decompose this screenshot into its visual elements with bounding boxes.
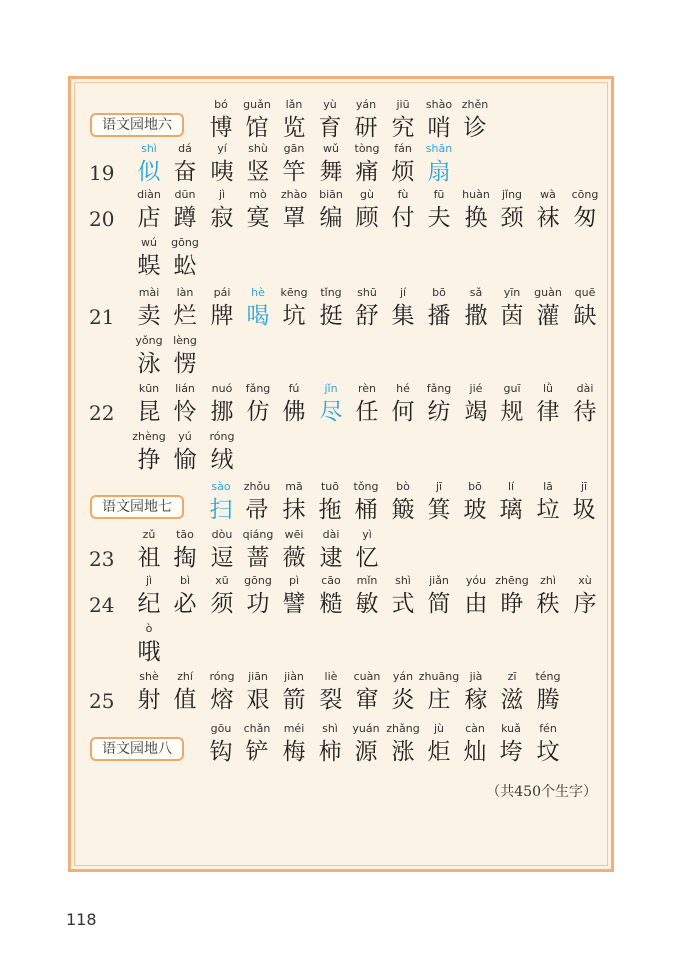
character-cell [167, 235, 203, 281]
pinyin: tǒng [353, 480, 379, 493]
hanzi: 研 [354, 115, 378, 141]
hanzi: 钩 [209, 739, 233, 765]
hanzi: 挺 [319, 303, 343, 329]
hanzi: 扇 [427, 159, 451, 185]
pinyin: yán [392, 670, 414, 683]
hanzi: 付 [391, 205, 415, 231]
pinyin: zhēng [495, 574, 529, 587]
hanzi: 舞 [319, 159, 343, 185]
pinyin: jì [145, 574, 153, 587]
pinyin: shè [139, 670, 159, 683]
hanzi: 颈 [500, 205, 524, 231]
hanzi: 舒 [355, 303, 379, 329]
pinyin: jǐn [324, 382, 338, 395]
pinyin: nuó [211, 382, 233, 395]
pinyin: tāo [176, 528, 194, 541]
pinyin: tuō [320, 480, 339, 493]
lesson-number: 21 [89, 305, 115, 329]
hanzi: 箕 [427, 497, 451, 523]
hanzi: 店 [137, 205, 161, 231]
hanzi: 竿 [282, 159, 306, 185]
hanzi: 仿 [246, 399, 270, 425]
pinyin: gōu [210, 722, 232, 735]
hanzi: 似 [137, 159, 161, 185]
pinyin: jiàn [284, 670, 304, 683]
hanzi: 哨 [427, 115, 451, 141]
pinyin: bò [396, 480, 410, 493]
hanzi: 顾 [355, 205, 379, 231]
pinyin: ò [145, 622, 153, 635]
pinyin: shì [395, 574, 411, 587]
hanzi: 待 [573, 399, 597, 425]
hanzi: 裂 [319, 687, 343, 713]
hanzi: 纪 [137, 591, 161, 617]
pinyin: yán [355, 98, 377, 111]
character-cell [530, 721, 566, 767]
hanzi: 灌 [536, 303, 560, 329]
hanzi: 蚣 [173, 253, 197, 279]
pinyin: cuàn [353, 670, 381, 683]
hanzi: 佛 [282, 399, 306, 425]
hanzi: 坟 [536, 739, 560, 765]
pinyin: huàn [462, 188, 490, 201]
pinyin: mài [138, 286, 160, 299]
pinyin: bì [179, 574, 191, 587]
pinyin: róng [209, 430, 235, 443]
hanzi: 罩 [282, 205, 306, 231]
hanzi: 灿 [463, 739, 487, 765]
pinyin: fú [288, 382, 300, 395]
hanzi: 掏 [173, 545, 197, 571]
pinyin: yóu [465, 574, 487, 587]
hanzi: 咦 [210, 159, 234, 185]
hanzi: 播 [427, 303, 451, 329]
hanzi: 竖 [246, 159, 270, 185]
hanzi: 挪 [210, 399, 234, 425]
pinyin: wǔ [323, 142, 339, 155]
lesson-number: 24 [89, 593, 115, 617]
pinyin: fū [433, 188, 445, 201]
pinyin: róng [209, 670, 235, 683]
hanzi: 窜 [355, 687, 379, 713]
hanzi: 逗 [210, 545, 234, 571]
pinyin: bō [468, 480, 482, 493]
pinyin: méi [283, 722, 305, 735]
lesson-number: 25 [89, 689, 115, 713]
hanzi: 袜 [536, 205, 560, 231]
pinyin: fén [539, 722, 557, 735]
pinyin: qiáng [242, 528, 274, 541]
hanzi: 究 [391, 115, 415, 141]
hanzi: 简 [427, 591, 451, 617]
hanzi: 必 [173, 591, 197, 617]
hanzi: 逮 [319, 545, 343, 571]
pinyin: guī [503, 382, 521, 395]
hanzi: 蜈 [137, 253, 161, 279]
character-cell [567, 381, 603, 427]
hanzi: 匆 [573, 205, 597, 231]
hanzi: 泳 [137, 351, 161, 377]
hanzi: 功 [246, 591, 270, 617]
pinyin: dūn [174, 188, 196, 201]
pinyin: biān [319, 188, 343, 201]
hanzi: 喝 [246, 303, 270, 329]
pinyin: jī [580, 480, 588, 493]
pinyin: shān [425, 142, 453, 155]
pinyin: dòu [211, 528, 233, 541]
pinyin: jī [435, 480, 443, 493]
hanzi: 尽 [319, 399, 343, 425]
section-badge: 语文园地七 [90, 495, 184, 519]
hanzi: 怜 [173, 399, 197, 425]
hanzi: 序 [573, 591, 597, 617]
hanzi: 竭 [464, 399, 488, 425]
hanzi: 夫 [427, 205, 451, 231]
hanzi: 源 [354, 739, 378, 765]
hanzi: 垃 [536, 497, 560, 523]
hanzi: 寂 [210, 205, 234, 231]
hanzi: 抹 [282, 497, 306, 523]
pinyin: guàn [534, 286, 562, 299]
hanzi: 由 [464, 591, 488, 617]
hanzi: 忆 [355, 545, 379, 571]
hanzi: 璃 [499, 497, 523, 523]
hanzi: 昆 [137, 399, 161, 425]
hanzi: 涨 [391, 739, 415, 765]
lesson-number: 22 [89, 401, 115, 425]
hanzi: 何 [391, 399, 415, 425]
pinyin: sào [211, 480, 231, 493]
hanzi: 育 [318, 115, 342, 141]
pinyin: yù [323, 98, 337, 111]
hanzi: 稼 [464, 687, 488, 713]
section-badge: 语文园地六 [90, 113, 184, 137]
page-number: 118 [66, 910, 97, 929]
pinyin: jié [469, 382, 483, 395]
pinyin: sǎ [469, 286, 483, 299]
hanzi: 痛 [355, 159, 379, 185]
pinyin: càn [465, 722, 485, 735]
pinyin: zhí [177, 670, 193, 683]
hanzi: 须 [210, 591, 234, 617]
hanzi: 圾 [572, 497, 596, 523]
hanzi: 桶 [354, 497, 378, 523]
hanzi: 奋 [173, 159, 197, 185]
pinyin: lǜ [542, 382, 554, 395]
pinyin: kūn [138, 382, 160, 395]
character-cell [131, 621, 167, 667]
hanzi: 帚 [245, 497, 269, 523]
hanzi: 卖 [137, 303, 161, 329]
pinyin: zhǒu [243, 480, 271, 493]
pinyin: shì [141, 142, 157, 155]
pinyin: yú [178, 430, 192, 443]
lesson-number: 19 [89, 161, 115, 185]
hanzi: 蹲 [173, 205, 197, 231]
hanzi: 箭 [282, 687, 306, 713]
pinyin: pì [288, 574, 300, 587]
hanzi: 茵 [500, 303, 524, 329]
pinyin: mò [249, 188, 267, 201]
hanzi: 览 [282, 115, 306, 141]
hanzi: 烦 [391, 159, 415, 185]
pinyin: bó [214, 98, 228, 111]
pinyin: guǎn [243, 98, 271, 111]
character-table-frame [68, 76, 614, 872]
pinyin: wēi [284, 528, 304, 541]
hanzi: 糙 [319, 591, 343, 617]
pinyin: gōng [244, 574, 272, 587]
pinyin: zhì [540, 574, 556, 587]
hanzi: 腾 [536, 687, 560, 713]
hanzi: 炎 [391, 687, 415, 713]
pinyin: hé [396, 382, 410, 395]
pinyin: hè [251, 286, 265, 299]
hanzi: 哦 [137, 639, 161, 665]
total-count: （共450个生字） [486, 784, 597, 800]
hanzi: 祖 [137, 545, 161, 571]
pinyin: yǒng [135, 334, 163, 347]
pinyin: dài [576, 382, 594, 395]
section-badge: 语文园地八 [90, 737, 184, 761]
pinyin: yí [217, 142, 227, 155]
pinyin: cōng [571, 188, 599, 201]
hanzi: 博 [209, 115, 233, 141]
pinyin: jiū [396, 98, 410, 111]
hanzi: 射 [137, 687, 161, 713]
hanzi: 愣 [173, 351, 197, 377]
pinyin: lián [175, 382, 195, 395]
hanzi: 秩 [536, 591, 560, 617]
character-cell [421, 141, 457, 187]
hanzi: 簸 [391, 497, 415, 523]
character-cell [457, 97, 493, 143]
hanzi: 坑 [282, 303, 306, 329]
pinyin: lā [543, 480, 553, 493]
hanzi: 譬 [282, 591, 306, 617]
pinyin: rèn [357, 382, 377, 395]
hanzi: 规 [500, 399, 524, 425]
hanzi: 拖 [318, 497, 342, 523]
pinyin: mā [285, 480, 303, 493]
character-cell [566, 479, 602, 525]
pinyin: jiān [248, 670, 268, 683]
pinyin: shì [322, 722, 338, 735]
character-cell [567, 187, 603, 233]
pinyin: dá [178, 142, 192, 155]
pinyin: fǎng [245, 382, 271, 395]
pinyin: fù [397, 188, 409, 201]
pinyin: zǔ [142, 528, 156, 541]
character-cell [204, 429, 240, 475]
hanzi: 撒 [464, 303, 488, 329]
lesson-number: 20 [89, 207, 115, 231]
hanzi: 梅 [282, 739, 306, 765]
character-cell [567, 285, 603, 331]
pinyin: bō [432, 286, 446, 299]
pinyin: zhěn [461, 98, 489, 111]
hanzi: 蔷 [246, 545, 270, 571]
hanzi: 艰 [246, 687, 270, 713]
pinyin: tòng [354, 142, 380, 155]
pinyin: fán [394, 142, 412, 155]
pinyin: shào [425, 98, 453, 111]
pinyin: gù [360, 188, 374, 201]
hanzi: 牌 [210, 303, 234, 329]
hanzi: 任 [355, 399, 379, 425]
pinyin: jù [433, 722, 445, 735]
pinyin: xū [215, 574, 229, 587]
pinyin: yuán [352, 722, 380, 735]
pinyin: quē [574, 286, 596, 299]
hanzi: 换 [464, 205, 488, 231]
hanzi: 垮 [499, 739, 523, 765]
character-cell [167, 333, 203, 379]
hanzi: 式 [391, 591, 415, 617]
hanzi: 馆 [245, 115, 269, 141]
pinyin: tǐng [320, 286, 342, 299]
pinyin: fǎng [426, 382, 452, 395]
pinyin: kēng [280, 286, 308, 299]
pinyin: lǎn [285, 98, 303, 111]
hanzi: 挣 [137, 447, 161, 473]
hanzi: 纺 [427, 399, 451, 425]
hanzi: 律 [536, 399, 560, 425]
pinyin: yīn [503, 286, 521, 299]
pinyin: dài [322, 528, 340, 541]
hanzi: 绒 [210, 447, 234, 473]
pinyin: jì [218, 188, 226, 201]
hanzi: 滋 [500, 687, 524, 713]
pinyin: zhèng [132, 430, 166, 443]
hanzi: 睁 [500, 591, 524, 617]
pinyin: zhǎng [386, 722, 420, 735]
pinyin: pái [213, 286, 231, 299]
pinyin: cāo [321, 574, 341, 587]
hanzi: 寞 [246, 205, 270, 231]
pinyin: kuǎ [501, 722, 521, 735]
pinyin: shū [357, 286, 377, 299]
pinyin: yì [362, 528, 372, 541]
character-cell [567, 573, 603, 619]
pinyin: diàn [137, 188, 161, 201]
hanzi: 玻 [463, 497, 487, 523]
character-cell [530, 669, 566, 715]
hanzi: 柿 [318, 739, 342, 765]
pinyin: gōng [171, 236, 199, 249]
pinyin: lèng [173, 334, 197, 347]
pinyin: zī [507, 670, 517, 683]
pinyin: wà [540, 188, 556, 201]
pinyin: mǐn [356, 574, 378, 587]
hanzi: 缺 [573, 303, 597, 329]
hanzi: 庄 [427, 687, 451, 713]
hanzi: 敏 [355, 591, 379, 617]
pinyin: shù [248, 142, 268, 155]
hanzi: 扫 [209, 497, 233, 523]
pinyin: liè [324, 670, 338, 683]
pinyin: zhuāng [418, 670, 460, 683]
hanzi: 愉 [173, 447, 197, 473]
pinyin: wú [141, 236, 157, 249]
pinyin: chǎn [243, 722, 271, 735]
hanzi: 编 [319, 205, 343, 231]
pinyin: zhào [280, 188, 308, 201]
hanzi: 值 [173, 687, 197, 713]
pinyin: jià [469, 670, 483, 683]
hanzi: 烂 [173, 303, 197, 329]
hanzi: 炬 [427, 739, 451, 765]
hanzi: 熔 [210, 687, 234, 713]
pinyin: làn [176, 286, 194, 299]
lesson-number: 23 [89, 547, 115, 571]
pinyin: jí [399, 286, 407, 299]
hanzi: 诊 [463, 115, 487, 141]
hanzi: 集 [391, 303, 415, 329]
pinyin: lí [507, 480, 515, 493]
pinyin: jǐng [501, 188, 523, 201]
pinyin: xù [578, 574, 592, 587]
pinyin: jiǎn [429, 574, 449, 587]
pinyin: gān [283, 142, 305, 155]
character-cell [349, 527, 385, 573]
hanzi: 薇 [282, 545, 306, 571]
pinyin: téng [535, 670, 561, 683]
hanzi: 铲 [245, 739, 269, 765]
